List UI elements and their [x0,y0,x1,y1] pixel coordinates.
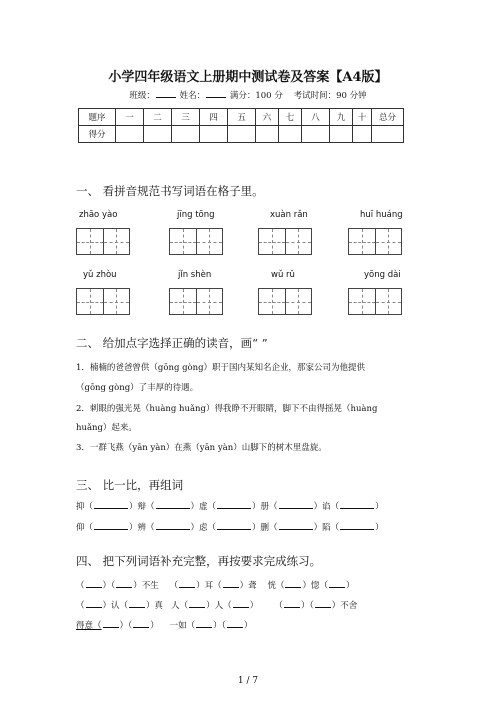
question-line: 1．楠楠的爸爸曾供（gōng gòng）职于国内某知名企业，那家公司为他提供 [76,363,366,373]
answer-blank[interactable] [116,579,132,588]
answer-blank[interactable] [129,599,145,608]
idiom-text: ）人（ [206,601,232,611]
idiom-row-3 [76,619,252,631]
question-line: 2．刺眼的强光晃（huàng huǎng）得我睁不开眼睛，脚下不由得摇晃（huàng [76,404,378,414]
answer-blank[interactable] [340,521,374,530]
idiom-text: ）（ [119,621,133,631]
char-label: ） [375,523,384,533]
writing-grid[interactable] [169,288,223,315]
score-cell[interactable] [256,126,279,143]
pinyin-label: jīng tōng [177,210,215,220]
score-cell[interactable] [116,126,144,143]
page-title: 小学四年级语文上册期中测试卷及答案【A4版】 [108,70,388,85]
score-cell[interactable] [330,126,353,143]
idiom-text: （ [274,601,283,611]
score-header-cell: 五 [228,109,256,126]
idiom-text: （ [169,581,179,591]
score-cell[interactable] [279,126,302,143]
score-header-cell: 六 [256,109,279,126]
score-cell[interactable] [172,126,200,143]
char-label: 仰（ [76,523,94,533]
writing-grid[interactable] [169,228,223,255]
answer-blank[interactable] [156,500,190,509]
idiom-text: ） [243,621,253,631]
idiom-text: ）不舍 [331,601,358,611]
pinyin-label: zhāo yào [79,210,118,220]
section-2-heading: 二、 给加点字选择正确的读音，画“ ” [76,336,268,350]
score-header-cell: 八 [302,109,330,126]
writing-grid[interactable] [258,288,312,315]
writing-grid[interactable] [76,288,130,315]
score-header-cell: 四 [200,109,228,126]
answer-blank[interactable] [223,579,239,588]
answer-blank[interactable] [315,599,331,608]
score-header-row [79,109,404,126]
idiom-text: ） [249,601,259,611]
char-label: ） [375,502,384,512]
idiom-text: ） [150,621,159,631]
score-cell[interactable] [302,126,330,143]
answer-blank[interactable] [196,619,212,628]
idiom-text: ）认（ [102,601,129,611]
idiom-text: 一如（ [169,621,196,631]
score-header-cell: 九 [330,109,353,126]
char-label: 抑（ [76,502,94,512]
score-header-cell: 三 [172,109,200,126]
full-score: 满分：100 分 [229,91,283,101]
answer-blank[interactable] [179,579,195,588]
score-header-cell: 题序 [79,109,116,126]
pinyin-label: xuàn rǎn [270,210,308,220]
name-blank[interactable] [206,89,226,98]
char-label: ）虚（ [190,502,217,512]
answer-blank[interactable] [217,500,251,509]
idiom-row-2 [76,599,357,611]
idiom-text: （ [76,581,85,591]
score-cell[interactable] [228,126,256,143]
answer-blank[interactable] [133,619,149,628]
name-label: 姓名： [179,91,206,101]
idiom-text: ）耳（ [196,581,222,591]
section-4-heading: 四、 把下列词语补充完整，再按要求完成练习。 [76,554,322,568]
char-label: ）谄（ [313,502,340,512]
exam-time: 考试时间：90 分钟 [293,91,367,101]
compare-row-2 [76,521,384,533]
score-header-cell: 十 [353,109,372,126]
score-cell[interactable] [144,126,172,143]
idiom-text: ）（ [300,601,314,611]
answer-blank[interactable] [156,521,190,530]
idiom-text: 恍（ [267,581,285,591]
char-label: ）辨（ [129,523,155,533]
section-3-heading: 三、 比一比，再组词 [76,478,184,492]
student-info-line [0,89,496,101]
question-line: （gōng gòng）了丰厚的待遇。 [76,383,199,393]
answer-blank[interactable] [279,500,313,509]
compare-row-1 [76,500,384,512]
char-label: ）册（ [252,502,278,512]
char-label: ）辩（ [129,502,155,512]
question-line: 3．一群飞燕（yān yàn）在燕（yān yàn）山脚下的树木里盘旋。 [76,443,327,453]
answer-blank[interactable] [227,619,243,628]
section-1-heading: 一、 看拼音规范书写词语在格子里。 [76,184,264,198]
idiom-text: （ [76,601,85,611]
pinyin-label: wǔ rǔ [271,270,295,280]
answer-blank[interactable] [217,521,251,530]
writing-grid[interactable] [258,228,312,255]
score-header-cell: 总分 [372,109,404,126]
idiom-text: ）聋 [239,581,257,591]
score-table [78,108,404,143]
answer-blank[interactable] [94,500,128,509]
char-label: ）陷（ [313,523,340,533]
answer-blank[interactable] [103,619,119,628]
idiom-text: ）不生 [133,581,159,591]
idiom-text: ）（ [213,621,226,631]
answer-blank[interactable] [233,599,249,608]
answer-blank[interactable] [340,500,374,509]
idiom-text: ）真 [146,601,164,611]
idiom-text: ）惚（ [302,581,328,591]
answer-blank[interactable] [284,599,300,608]
score-value-row [79,126,404,143]
char-label: ）虑（ [190,523,217,533]
score-cell[interactable] [353,126,372,143]
question-line: huǎng）起来。 [76,423,137,433]
idiom-text: 得意（ [76,621,102,631]
class-blank[interactable] [156,89,176,98]
pinyin-label: yōng dài [364,270,401,280]
answer-blank[interactable] [94,521,128,530]
idiom-text: ）（ [102,581,116,591]
page-number: 1 / 7 [237,676,259,686]
pinyin-label: huī huáng [360,210,403,220]
class-label: 班级： [129,91,155,101]
score-cell[interactable] [372,126,404,143]
answer-blank[interactable] [86,599,102,608]
score-row-label: 得分 [79,126,116,143]
pinyin-label: jǐn shèn [178,270,212,280]
pinyin-label: yǔ zhòu [83,270,117,280]
score-header-cell: 一 [116,109,144,126]
answer-blank[interactable] [189,599,205,608]
idiom-text: ） [346,581,355,591]
writing-grid[interactable] [76,228,130,255]
score-header-cell: 七 [279,109,302,126]
answer-blank[interactable] [285,579,301,588]
score-cell[interactable] [200,126,228,143]
writing-grid[interactable] [348,228,402,255]
idiom-row-1 [76,579,355,591]
answer-blank[interactable] [86,579,102,588]
writing-grid[interactable] [348,288,402,315]
answer-blank[interactable] [329,579,345,588]
char-label: ）删（ [252,523,278,533]
score-header-cell: 二 [144,109,172,126]
idiom-text: 人（ [171,601,189,611]
answer-blank[interactable] [279,521,313,530]
